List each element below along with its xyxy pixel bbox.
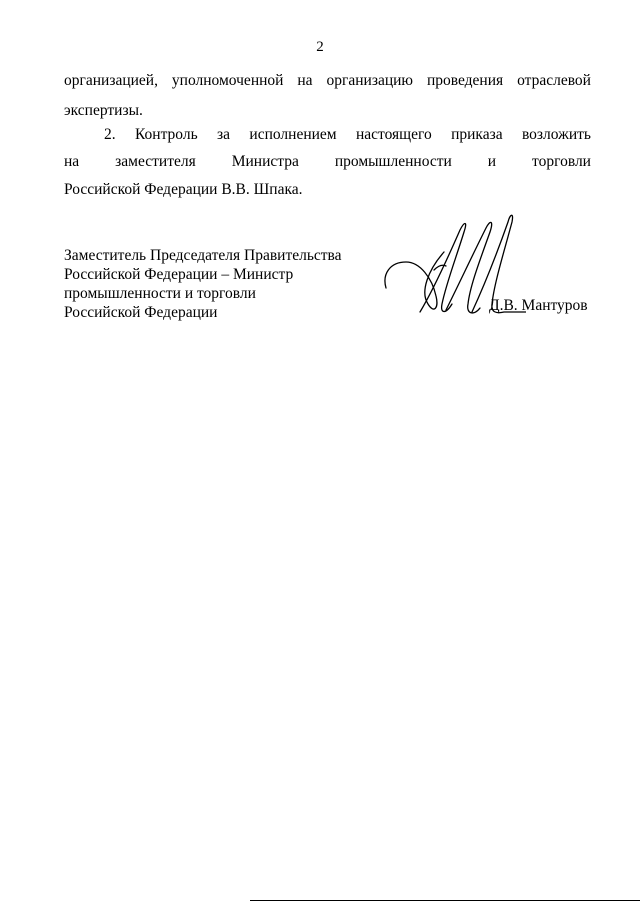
word: за xyxy=(217,126,231,143)
word: отраслевой xyxy=(517,72,591,89)
body-line-5: Российской Федерации В.В. Шпака. xyxy=(64,181,303,198)
word: настоящего xyxy=(355,126,432,143)
signer-name: Д.В. Мантуров xyxy=(489,297,588,314)
signer-title-line: Российской Федерации – Министр xyxy=(64,266,294,283)
signer-title-line: промышленности и торговли xyxy=(64,285,256,302)
scan-edge-line xyxy=(250,900,640,901)
word: возложить xyxy=(521,126,591,143)
body-line-4 xyxy=(64,152,591,172)
body-line-2: экспертизы. xyxy=(64,102,143,119)
word: торговли xyxy=(532,153,591,170)
word: заместителя xyxy=(115,153,196,170)
word: исполнением xyxy=(249,126,337,143)
word: на xyxy=(64,153,80,170)
word: Министра xyxy=(231,153,299,170)
word: проведения xyxy=(426,72,504,89)
signer-title-line: Заместитель Председателя Правительства xyxy=(64,247,342,264)
word: организацией, xyxy=(64,72,158,89)
paragraph-number: 2. xyxy=(104,126,116,143)
word: приказа xyxy=(451,126,503,143)
word: уполномоченной xyxy=(171,72,284,89)
signer-title-line: Российской Федерации xyxy=(64,304,218,321)
word: и xyxy=(487,153,497,170)
body-line-1 xyxy=(64,71,591,91)
signer-title-block xyxy=(64,246,342,322)
body-line-3 xyxy=(64,125,591,145)
page-number: 2 xyxy=(316,39,324,55)
word: Контроль xyxy=(134,126,198,143)
word: на xyxy=(297,72,313,89)
word: организацию xyxy=(326,72,414,89)
word: промышленности xyxy=(334,153,452,170)
